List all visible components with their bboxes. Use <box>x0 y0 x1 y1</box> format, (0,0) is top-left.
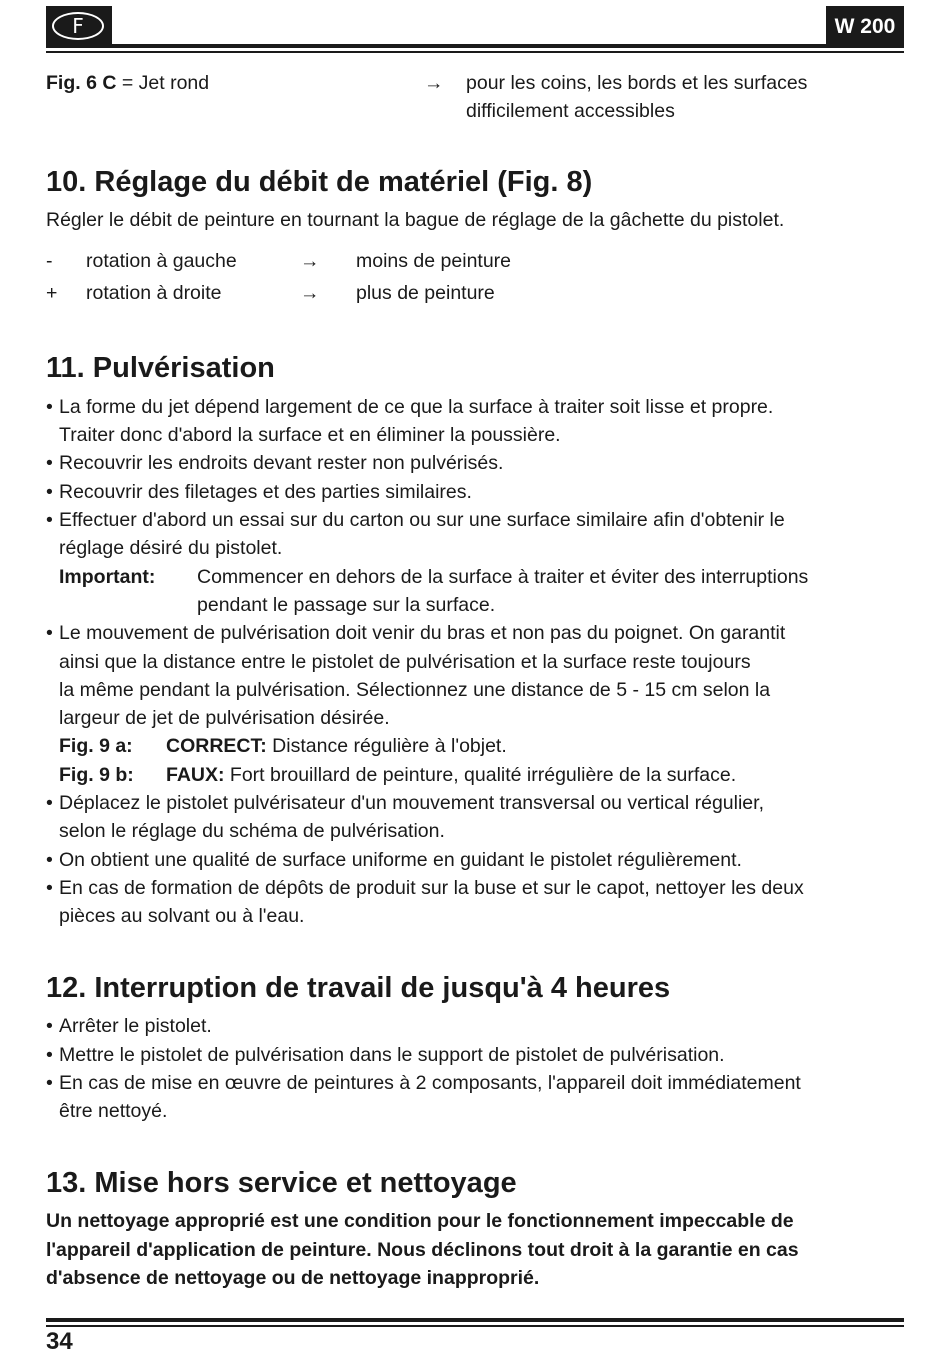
fig6c-desc-2: difficilement accessibles <box>466 100 675 122</box>
row-action: rotation à droite <box>86 282 222 304</box>
fig9b-key: FAUX: <box>166 764 225 786</box>
list-item: • Arrêter le pistolet. <box>46 1012 212 1040</box>
list-item: • Le mouvement de pulvérisation doit venir du bras et non pas du poignet. On garantit <box>46 619 785 647</box>
section-13-title: 13. Mise hors service et nettoyage <box>46 1167 517 1199</box>
footer-rule <box>46 1318 904 1322</box>
list-item-continued: pièces au solvant ou à l'eau. <box>59 905 305 927</box>
section-13-text: l'appareil d'application de peinture. Nous déclinons tout droit à la garantie en cas <box>46 1239 799 1261</box>
list-item: • Recouvrir les endroits devant rester non pulvérisés. <box>46 449 503 477</box>
language-badge <box>46 6 112 48</box>
fig6c-line <box>46 69 209 97</box>
row-result: plus de peinture <box>356 282 495 304</box>
fig9a-key: CORRECT: <box>166 735 267 757</box>
fig6c-desc-1: pour les coins, les bords et les surfaces <box>466 72 808 94</box>
list-item: • Recouvrir des filetages et des parties similaires. <box>46 478 472 506</box>
arrow-icon: → <box>300 282 320 304</box>
arrow-icon: → <box>300 250 320 272</box>
row-sign: + <box>46 282 58 304</box>
list-item: • Mettre le pistolet de pulvérisation dans le support de pistolet de pulvérisation. <box>46 1041 725 1069</box>
row-action: rotation à gauche <box>86 250 237 272</box>
list-item: • Déplacez le pistolet pulvérisateur d'un mouvement transversal ou vertical régulier, <box>46 789 764 817</box>
list-item-continued: Traiter donc d'abord la surface et en éliminer la poussière. <box>59 424 561 446</box>
section-12-title: 12. Interruption de travail de jusqu'à 4 heures <box>46 972 671 1004</box>
list-item-continued: largeur de jet de pulvérisation désirée. <box>59 707 390 729</box>
language-code: F <box>52 12 104 40</box>
fig9a-desc: Distance régulière à l'objet. <box>272 735 507 757</box>
row-result: moins de peinture <box>356 250 512 272</box>
list-item-continued: réglage désiré du pistolet. <box>59 537 283 559</box>
list-item-continued: la même pendant la pulvérisation. Sélectionnez une distance de 5 - 15 cm selon la <box>59 679 771 701</box>
fig9b-text <box>166 761 736 789</box>
fig6c-label: Fig. 6 C <box>46 72 117 94</box>
list-item: • En cas de formation de dépôts de produit sur la buse et sur le capot, nettoyer les deux <box>46 874 804 902</box>
fig9b-desc: Fort brouillard de peinture, qualité irrégulière de la surface. <box>229 764 737 786</box>
important-label: Important: <box>59 566 156 588</box>
list-item-continued: être nettoyé. <box>59 1100 168 1122</box>
section-13-text: d'absence de nettoyage ou de nettoyage inapproprié. <box>46 1267 540 1289</box>
arrow-icon: → <box>424 72 444 94</box>
list-item: • On obtient une qualité de surface uniforme en guidant le pistolet régulièrement. <box>46 846 742 874</box>
list-item: • Effectuer d'abord un essai sur du carton ou sur une surface similaire afin d'obtenir le <box>46 506 785 534</box>
section-10-title: 10. Réglage du débit de matériel (Fig. 8) <box>46 166 593 198</box>
fig9a-label: Fig. 9 a: <box>59 735 133 757</box>
footer-rule-thin <box>46 1325 904 1327</box>
page-header <box>46 6 904 50</box>
list-item-continued: ainsi que la distance entre le pistolet de pulvérisation et la surface reste toujours <box>59 651 751 673</box>
fig6c-value: = Jet rond <box>121 72 210 94</box>
page-number: 34 <box>46 1328 73 1355</box>
section-11-title: 11. Pulvérisation <box>46 352 275 384</box>
header-rule <box>112 44 826 48</box>
list-item: • La forme du jet dépend largement de ce que la surface à traiter soit lisse et propre. <box>46 393 773 421</box>
section-13-text: Un nettoyage approprié est une condition pour le fonctionnement impeccable de <box>46 1210 794 1232</box>
important-text-continued: pendant le passage sur la surface. <box>197 594 496 616</box>
model-badge: W 200 <box>826 6 904 48</box>
list-item: • En cas de mise en œuvre de peintures à 2 composants, l'appareil doit immédiatement <box>46 1069 801 1097</box>
section-10-intro: Régler le débit de peinture en tournant la bague de réglage de la gâchette du pistolet. <box>46 209 785 231</box>
list-item-continued: selon le réglage du schéma de pulvérisation. <box>59 820 445 842</box>
fig9b-label: Fig. 9 b: <box>59 764 134 786</box>
fig9a-text <box>166 732 507 760</box>
important-text: Commencer en dehors de la surface à traiter et éviter des interruptions <box>197 566 809 588</box>
manual-page <box>46 0 904 1364</box>
row-sign: - <box>46 250 53 272</box>
header-rule-thin <box>46 51 904 53</box>
